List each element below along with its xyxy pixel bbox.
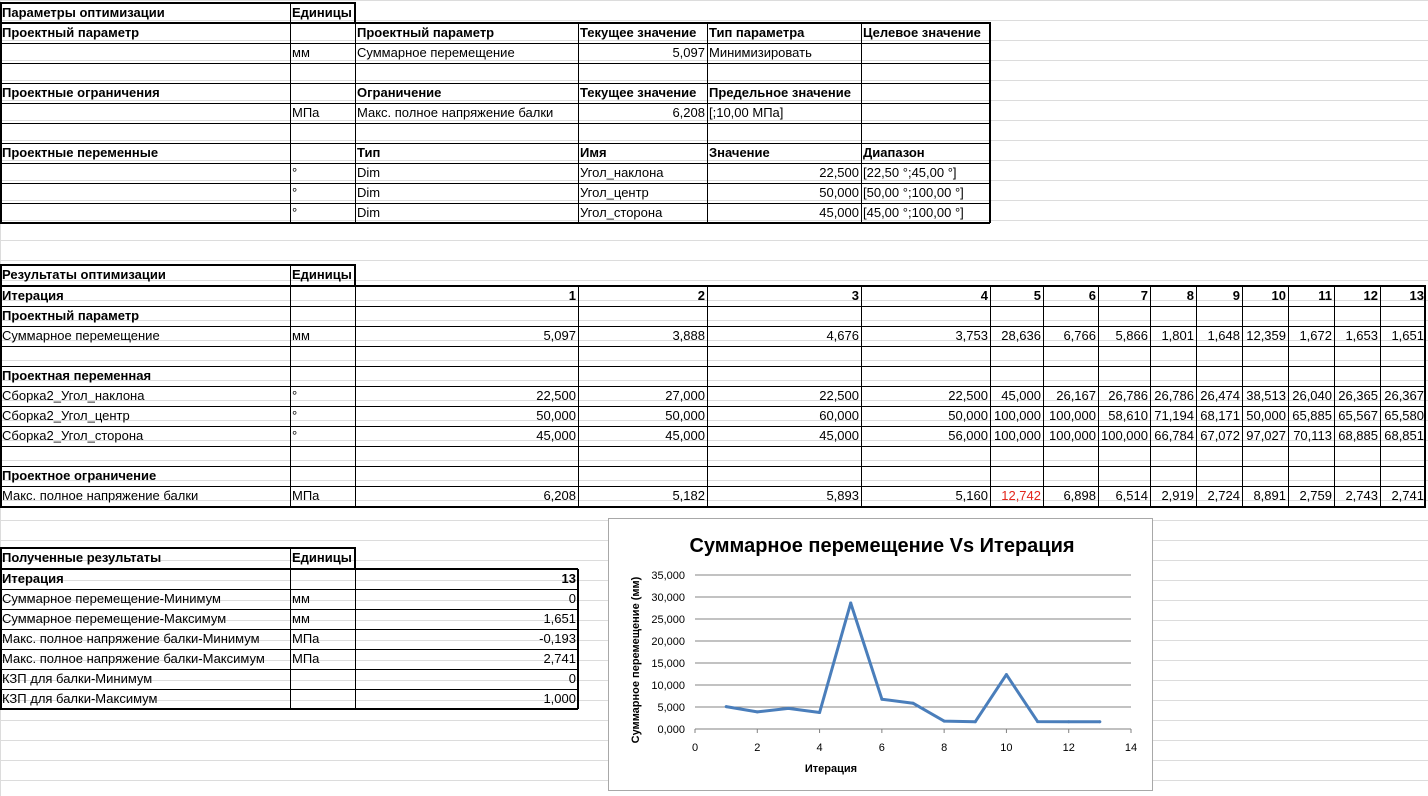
x-tick-label: 0 — [691, 742, 699, 754]
border-line — [0, 446, 1426, 447]
y-tick-label: 30,000 — [651, 592, 685, 604]
data-point — [756, 710, 759, 713]
data-point — [725, 705, 728, 708]
border-line — [0, 547, 355, 549]
col-header[interactable]: Тип параметра — [709, 25, 805, 40]
displacement-value[interactable]: 3,753 — [955, 328, 988, 343]
border-line — [0, 43, 990, 44]
range-cell[interactable]: [22,50 °;45,00 °] — [863, 165, 957, 180]
displacement-value[interactable]: 12,359 — [1246, 328, 1286, 343]
data-point — [818, 711, 821, 714]
variable-value[interactable]: 22,500 — [819, 388, 859, 403]
border-line — [0, 386, 1426, 387]
type-cell[interactable]: Минимизировать — [709, 45, 812, 60]
border-line — [354, 547, 356, 569]
iteration-number[interactable]: 12 — [1363, 288, 1378, 303]
stress-value[interactable]: 8,891 — [1253, 488, 1286, 503]
range-cell[interactable]: [45,00 °;100,00 °] — [863, 205, 964, 220]
range-cell[interactable]: [50,00 °;100,00 °] — [863, 185, 964, 200]
y-tick-label: 0,000 — [657, 724, 685, 736]
value-cell[interactable]: 5,097 — [672, 45, 705, 60]
row-label[interactable]: Суммарное перемещение-Минимум — [2, 591, 221, 606]
target-cell[interactable] — [861, 43, 990, 63]
border-line — [0, 689, 578, 690]
stress-value[interactable]: 5,182 — [672, 488, 705, 503]
border-line — [0, 264, 355, 266]
row-label[interactable]: Итерация — [2, 571, 64, 586]
units-header[interactable]: Единицы — [292, 5, 352, 20]
y-tick-label: 5,000 — [657, 702, 685, 714]
iteration-number[interactable]: 2 — [697, 288, 705, 303]
border-line — [0, 183, 990, 184]
unit-cell[interactable]: ° — [292, 165, 298, 180]
stress-value[interactable]: 2,741 — [1391, 488, 1424, 503]
border-line — [1196, 286, 1197, 507]
row-label[interactable]: Сборка2_Угол_сторона — [2, 428, 144, 443]
border-line — [0, 547, 2, 709]
row-label[interactable]: КЗП для балки-Минимум — [2, 671, 153, 686]
obtained-value[interactable]: -0,193 — [539, 631, 576, 646]
iteration-number[interactable]: 10 — [1271, 288, 1286, 303]
unit-cell[interactable] — [290, 669, 355, 689]
stress-value[interactable]: 6,898 — [1063, 488, 1096, 503]
y-tick-label: 25,000 — [651, 614, 685, 626]
unit-cell[interactable]: ° — [292, 388, 298, 403]
iteration-number[interactable]: 6 — [1088, 288, 1096, 303]
border-line — [0, 2, 2, 223]
type-cell[interactable]: Dim — [357, 185, 381, 200]
col-header[interactable]: Предельное значение — [709, 85, 851, 100]
obtained-value[interactable]: 13 — [561, 571, 576, 586]
col-header[interactable]: Значение — [709, 145, 770, 160]
iteration-number[interactable]: 7 — [1140, 288, 1148, 303]
unit-cell[interactable]: мм — [292, 591, 310, 606]
variables-label[interactable]: Проектные переменные — [2, 145, 159, 160]
border-line — [0, 326, 1426, 327]
iteration-number[interactable]: 4 — [980, 288, 988, 303]
stress-value[interactable]: 2,724 — [1207, 488, 1240, 503]
stress-value[interactable]: 2,919 — [1161, 488, 1194, 503]
variable-value[interactable]: 50,000 — [536, 408, 576, 423]
units-header[interactable]: Единицы — [292, 550, 352, 565]
stress-value[interactable]: 5,893 — [826, 488, 859, 503]
design-var-label[interactable]: Проектная переменная — [2, 368, 152, 383]
design-param-label[interactable]: Проектный параметр — [2, 25, 140, 40]
row-label[interactable]: КЗП для балки-Максимум — [2, 691, 158, 706]
iteration-number[interactable]: 9 — [1232, 288, 1240, 303]
row-label[interactable]: Суммарное перемещение-Максимум — [2, 611, 227, 626]
variable-value[interactable]: 26,786 — [1154, 388, 1194, 403]
border-line — [707, 286, 708, 507]
value-cell[interactable]: 45,000 — [819, 205, 859, 220]
border-line — [1288, 286, 1289, 507]
variable-value[interactable]: 66,784 — [1154, 428, 1194, 443]
border-line — [0, 366, 1426, 367]
border-line — [0, 568, 578, 570]
data-point — [912, 702, 915, 705]
displacement-value[interactable]: 1,648 — [1207, 328, 1240, 343]
opt-params-title[interactable]: Параметры оптимизации — [2, 5, 165, 20]
border-line — [1242, 286, 1243, 507]
data-point — [1036, 720, 1039, 723]
displacement-chart[interactable] — [608, 518, 1153, 791]
border-line — [0, 163, 990, 164]
data-point — [787, 707, 790, 710]
displacement-value[interactable]: 1,801 — [1161, 328, 1194, 343]
name-cell[interactable]: Угол_центр — [580, 185, 649, 200]
border-line — [354, 264, 356, 286]
variable-value[interactable]: 67,072 — [1200, 428, 1240, 443]
border-line — [577, 569, 579, 709]
border-line — [290, 547, 291, 709]
displacement-value[interactable]: 5,866 — [1115, 328, 1148, 343]
col-header[interactable]: Проектный параметр — [357, 25, 495, 40]
variable-value[interactable]: 65,567 — [1338, 408, 1378, 423]
border-line — [0, 609, 578, 610]
variable-value[interactable]: 100,000 — [994, 408, 1041, 423]
unit-cell[interactable]: МПа — [292, 651, 320, 666]
col-header[interactable]: Диапазон — [863, 145, 925, 160]
variable-value[interactable]: 70,113 — [1293, 428, 1332, 443]
displacement-value[interactable]: 4,676 — [826, 328, 859, 343]
param-cell[interactable]: Суммарное перемещение — [357, 45, 515, 60]
chart-title: Суммарное перемещение Vs Итерация — [689, 535, 1075, 557]
data-point — [849, 602, 852, 605]
value-cell[interactable]: 6,208 — [672, 105, 705, 120]
stress-value[interactable]: 5,160 — [955, 488, 988, 503]
displacement-value[interactable]: 1,651 — [1391, 328, 1424, 343]
y-tick-label: 20,000 — [651, 636, 685, 648]
value-cell[interactable]: 22,500 — [819, 165, 859, 180]
chart-svg — [609, 519, 1154, 792]
stress-value[interactable]: 6,208 — [543, 488, 576, 503]
data-point — [1067, 720, 1070, 723]
obtained-value[interactable]: 2,741 — [543, 651, 576, 666]
unit-cell[interactable]: МПа — [292, 488, 320, 503]
border-line — [0, 2, 355, 4]
variable-value[interactable]: 45,000 — [665, 428, 705, 443]
row-label[interactable]: Сборка2_Угол_центр — [2, 408, 130, 423]
x-tick-label: 6 — [878, 742, 885, 754]
x-tick-label: 12 — [1062, 742, 1075, 754]
variable-value[interactable]: 26,167 — [1056, 388, 1096, 403]
unit-cell[interactable]: ° — [292, 408, 298, 423]
variable-value[interactable]: 65,885 — [1292, 408, 1332, 423]
obtained-value[interactable]: 1,651 — [543, 611, 576, 626]
variable-value[interactable]: 26,474 — [1200, 388, 1240, 403]
col-header[interactable]: Текущее значение — [580, 25, 697, 40]
variable-value[interactable]: 38,513 — [1246, 388, 1286, 403]
variable-value[interactable]: 68,171 — [1200, 408, 1240, 423]
unit-cell[interactable]: мм — [292, 45, 310, 60]
unit-cell[interactable] — [290, 569, 355, 589]
border-line — [0, 649, 578, 650]
border-line — [0, 222, 990, 224]
iteration-number[interactable]: 13 — [1409, 288, 1424, 303]
variable-value[interactable]: 97,027 — [1246, 428, 1286, 443]
variable-value[interactable]: 27,000 — [665, 388, 705, 403]
variable-value[interactable]: 22,500 — [948, 388, 988, 403]
unit-cell[interactable]: МПа — [292, 631, 320, 646]
col-header[interactable]: Ограничение — [357, 85, 442, 100]
variable-value[interactable]: 26,367 — [1384, 388, 1424, 403]
variable-value[interactable]: 68,885 — [1338, 428, 1378, 443]
x-tick-label: 8 — [941, 742, 948, 754]
iteration-number[interactable]: 5 — [1033, 288, 1041, 303]
variable-value[interactable]: 100,000 — [994, 428, 1041, 443]
border-line — [0, 426, 1426, 427]
border-line — [1424, 286, 1426, 507]
constraints-label[interactable]: Проектные ограничения — [2, 85, 160, 100]
variable-value[interactable]: 100,000 — [1049, 408, 1096, 423]
unit-cell[interactable]: ° — [292, 185, 298, 200]
data-point — [974, 720, 977, 723]
col-header[interactable]: Текущее значение — [580, 85, 697, 100]
y-axis-label: Суммарное перемещение (мм) — [630, 576, 642, 744]
unit-cell[interactable]: мм — [292, 611, 310, 626]
col-header[interactable]: Целевое значение — [863, 25, 981, 40]
x-tick-label: 10 — [1000, 742, 1013, 754]
border-line — [0, 123, 990, 124]
variable-value[interactable]: 68,851 — [1384, 428, 1424, 443]
stress-value[interactable]: 2,743 — [1345, 488, 1378, 503]
x-tick-label: 4 — [816, 742, 823, 754]
obtained-value[interactable]: 0 — [568, 591, 576, 606]
units-header[interactable]: Единицы — [292, 267, 352, 282]
variable-value[interactable]: 26,365 — [1338, 388, 1378, 403]
constraint-label[interactable]: Проектное ограничение — [2, 468, 157, 483]
iteration-label[interactable]: Итерация — [2, 288, 64, 303]
x-axis-label: Итерация — [804, 763, 858, 775]
stress-value[interactable]: 12,742 — [1001, 488, 1041, 503]
unit-cell[interactable] — [290, 689, 355, 709]
displacement-value[interactable]: 1,653 — [1345, 328, 1378, 343]
iteration-number[interactable]: 3 — [851, 288, 859, 303]
iteration-number[interactable]: 1 — [568, 288, 576, 303]
border-line — [0, 63, 990, 64]
data-point — [1098, 720, 1101, 723]
y-tick-label: 35,000 — [651, 570, 685, 582]
row-label[interactable]: Макс. полное напряжение балки-Минимум — [2, 631, 260, 646]
y-tick-label: 10,000 — [651, 680, 685, 692]
variable-value[interactable]: 26,786 — [1108, 388, 1148, 403]
border-line — [861, 286, 862, 507]
name-cell[interactable]: Угол_сторона — [580, 205, 663, 220]
variable-value[interactable]: 45,000 — [536, 428, 576, 443]
x-tick-label: 14 — [1124, 742, 1138, 754]
iteration-number[interactable]: 8 — [1186, 288, 1194, 303]
border-line — [0, 346, 1426, 347]
variable-value[interactable]: 45,000 — [1001, 388, 1041, 403]
border-line — [354, 2, 356, 22]
border-line — [355, 286, 356, 507]
variable-value[interactable]: 65,580 — [1384, 408, 1424, 423]
border-line — [0, 285, 1426, 287]
row-label[interactable]: Суммарное перемещение — [2, 328, 160, 343]
obtained-title[interactable]: Полученные результаты — [2, 550, 162, 565]
constraint-cell[interactable]: Макс. полное напряжение балки — [357, 105, 554, 120]
border-line — [990, 286, 991, 507]
border-line — [0, 22, 990, 24]
row-label[interactable]: Сборка2_Угол_наклона — [2, 388, 145, 403]
variable-value[interactable]: 58,610 — [1108, 408, 1148, 423]
border-line — [0, 589, 578, 590]
variable-value[interactable]: 45,000 — [819, 428, 859, 443]
displacement-value[interactable]: 28,636 — [1001, 328, 1041, 343]
obtained-value[interactable]: 0 — [568, 671, 576, 686]
border-line — [0, 103, 990, 104]
variable-value[interactable]: 50,000 — [948, 408, 988, 423]
unit-cell[interactable]: ° — [292, 428, 298, 443]
variable-value[interactable]: 50,000 — [665, 408, 705, 423]
variable-value[interactable]: 56,000 — [948, 428, 988, 443]
x-tick-label: 2 — [754, 742, 761, 754]
results-title[interactable]: Результаты оптимизации — [2, 267, 166, 282]
border-line — [1380, 286, 1381, 507]
border-line — [0, 486, 1426, 487]
border-line — [0, 466, 1426, 467]
value-cell[interactable]: 50,000 — [819, 185, 859, 200]
border-line — [355, 569, 356, 709]
border-line — [1334, 286, 1335, 507]
variable-value[interactable]: 100,000 — [1049, 428, 1096, 443]
obtained-value[interactable]: 1,000 — [543, 691, 576, 706]
border-line — [1043, 286, 1044, 507]
border-line — [0, 708, 578, 710]
col-header[interactable]: Тип — [357, 145, 381, 160]
border-line — [0, 306, 1426, 307]
unit-cell[interactable]: мм — [292, 328, 310, 343]
border-line — [0, 506, 1426, 508]
border-line — [0, 406, 1426, 407]
variable-value[interactable]: 71,194 — [1154, 408, 1194, 423]
variable-value[interactable]: 50,000 — [1246, 408, 1286, 423]
variable-value[interactable]: 26,040 — [1292, 388, 1332, 403]
displacement-value[interactable]: 6,766 — [1063, 328, 1096, 343]
col-header[interactable]: Имя — [580, 145, 607, 160]
data-point — [1005, 673, 1008, 676]
unit-cell[interactable]: ° — [292, 205, 298, 220]
border-line — [0, 143, 990, 144]
border-line — [578, 286, 579, 507]
row-label[interactable]: Макс. полное напряжение балки-Максимум — [2, 651, 265, 666]
displacement-value[interactable]: 3,888 — [672, 328, 705, 343]
displacement-value[interactable]: 1,672 — [1299, 328, 1332, 343]
stress-value[interactable]: 6,514 — [1115, 488, 1148, 503]
row-label[interactable]: Макс. полное напряжение балки — [2, 488, 199, 503]
stress-value[interactable]: 2,759 — [1299, 488, 1332, 503]
border-line — [0, 203, 990, 204]
border-line — [0, 83, 990, 84]
limit-cell[interactable]: [;10,00 МПа] — [709, 105, 784, 120]
variable-value[interactable]: 100,000 — [1101, 428, 1148, 443]
border-line — [1150, 286, 1151, 507]
type-cell[interactable]: Dim — [357, 205, 381, 220]
design-param-label[interactable]: Проектный параметр — [2, 308, 140, 323]
border-line — [290, 2, 291, 223]
border-line — [0, 669, 578, 670]
data-point — [943, 720, 946, 723]
data-point — [880, 698, 883, 701]
type-cell[interactable]: Dim — [357, 165, 381, 180]
y-tick-label: 15,000 — [651, 658, 685, 670]
iteration-number[interactable]: 11 — [1318, 288, 1332, 303]
variable-value[interactable]: 60,000 — [819, 408, 859, 423]
variable-value[interactable]: 22,500 — [536, 388, 576, 403]
border-line — [0, 629, 578, 630]
border-line — [1098, 286, 1099, 507]
name-cell[interactable]: Угол_наклона — [580, 165, 664, 180]
unit-cell[interactable]: МПа — [292, 105, 320, 120]
displacement-value[interactable]: 5,097 — [543, 328, 576, 343]
